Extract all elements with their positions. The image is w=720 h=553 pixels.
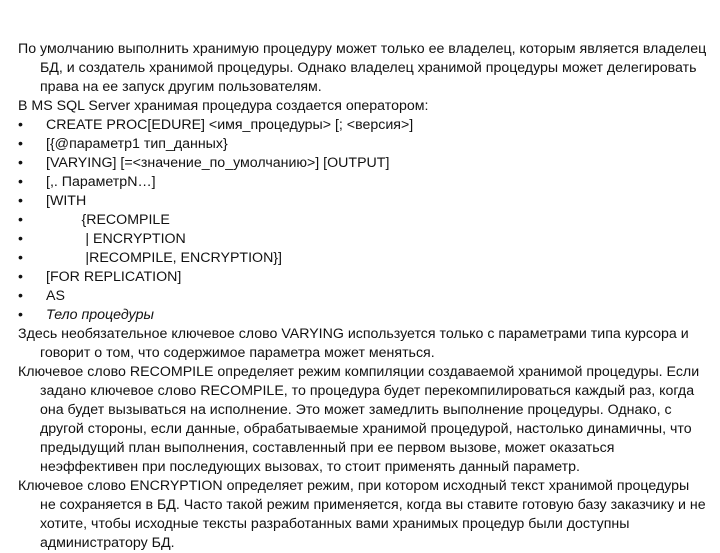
syntax-line-text: [VARYING] [=<значение_по_умолчанию>] [OUTPUT] — [46, 155, 390, 171]
syntax-line — [18, 230, 708, 249]
syntax-line-text: | ENCRYPTION — [46, 231, 186, 247]
bullet-glyph: • — [18, 288, 23, 304]
syntax-line-text: [FOR REPLICATION] — [46, 269, 182, 285]
varying-paragraph: Здесь необязательное ключевое слово VARYING используется только с параметрами типа курсора и говорит о том, что содержимое параметра может меняться. — [18, 326, 689, 361]
syntax-line — [18, 154, 708, 173]
syntax-line-text: Тело процедуры — [46, 307, 154, 323]
syntax-line — [18, 192, 708, 211]
bullet-glyph: • — [18, 250, 23, 266]
syntax-line-text: [{@параметр1 тип_данных} — [46, 136, 228, 152]
syntax-line — [18, 173, 708, 192]
bullet-glyph: • — [18, 155, 23, 171]
syntax-line — [18, 116, 708, 135]
syntax-line — [18, 249, 708, 268]
syntax-line — [18, 306, 708, 325]
syntax-line-text: |RECOMPILE, ENCRYPTION}] — [46, 250, 282, 266]
bullet-glyph: • — [18, 193, 23, 209]
encryption-paragraph: Ключевое слово ENCRYPTION определяет режим, при котором исходный текст хранимой процедуры не сохраняется в БД. Часто такой режим применяется, когда вы ставите готовую базу заказчику и не хотите, чтобы исходные тексты разработанных вами хранимых процедур были доступны администратору БД. — [18, 478, 706, 551]
create-intro: В MS SQL Server хранимая процедура создается оператором: — [18, 98, 429, 114]
syntax-line — [18, 287, 708, 306]
syntax-line-text: [,. ПараметрN…] — [46, 174, 156, 190]
bullet-glyph: • — [18, 136, 23, 152]
bullet-glyph: • — [18, 307, 23, 323]
bullet-glyph: • — [18, 174, 23, 190]
syntax-line — [18, 268, 708, 287]
syntax-line-text: CREATE PROC[EDURE] <имя_процедуры> [; <версия>] — [46, 117, 414, 133]
intro-paragraph: По умолчанию выполнить хранимую процедуру может только ее владелец, которым является владелец БД, и создатель хранимой процедуры. Однако владелец хранимой процедуры может делегировать права на ее запуск другим пользователям. — [18, 41, 707, 95]
bullet-glyph: • — [18, 212, 23, 228]
syntax-line — [18, 211, 708, 230]
syntax-line-text: {RECOMPILE — [46, 212, 170, 228]
bullet-glyph: • — [18, 117, 23, 133]
recompile-paragraph: Ключевое слово RECOMPILE определяет режим компиляции создаваемой хранимой процедуры. Если задано ключевое слово RECOMPILE, то процедура будет перекомпилироваться каждый раз, когда она будет вызываться на исполнение. Это может замедлить выполнение процедуры. Однако, с другой стороны, если данные, обрабатываемые хранимой процедурой, настолько динамичны, что предыдущий план выполнения, составленный при ее первом вызове, может оказаться неэффективен при последующих вызовах, то стоит применять данный параметр. — [18, 364, 700, 475]
bullet-glyph: • — [18, 231, 23, 247]
document-body — [18, 40, 708, 553]
syntax-line — [18, 135, 708, 154]
bullet-glyph: • — [18, 269, 23, 285]
syntax-line-text: [WITH — [46, 193, 87, 209]
syntax-list — [18, 116, 708, 325]
syntax-line-text: AS — [46, 288, 65, 304]
